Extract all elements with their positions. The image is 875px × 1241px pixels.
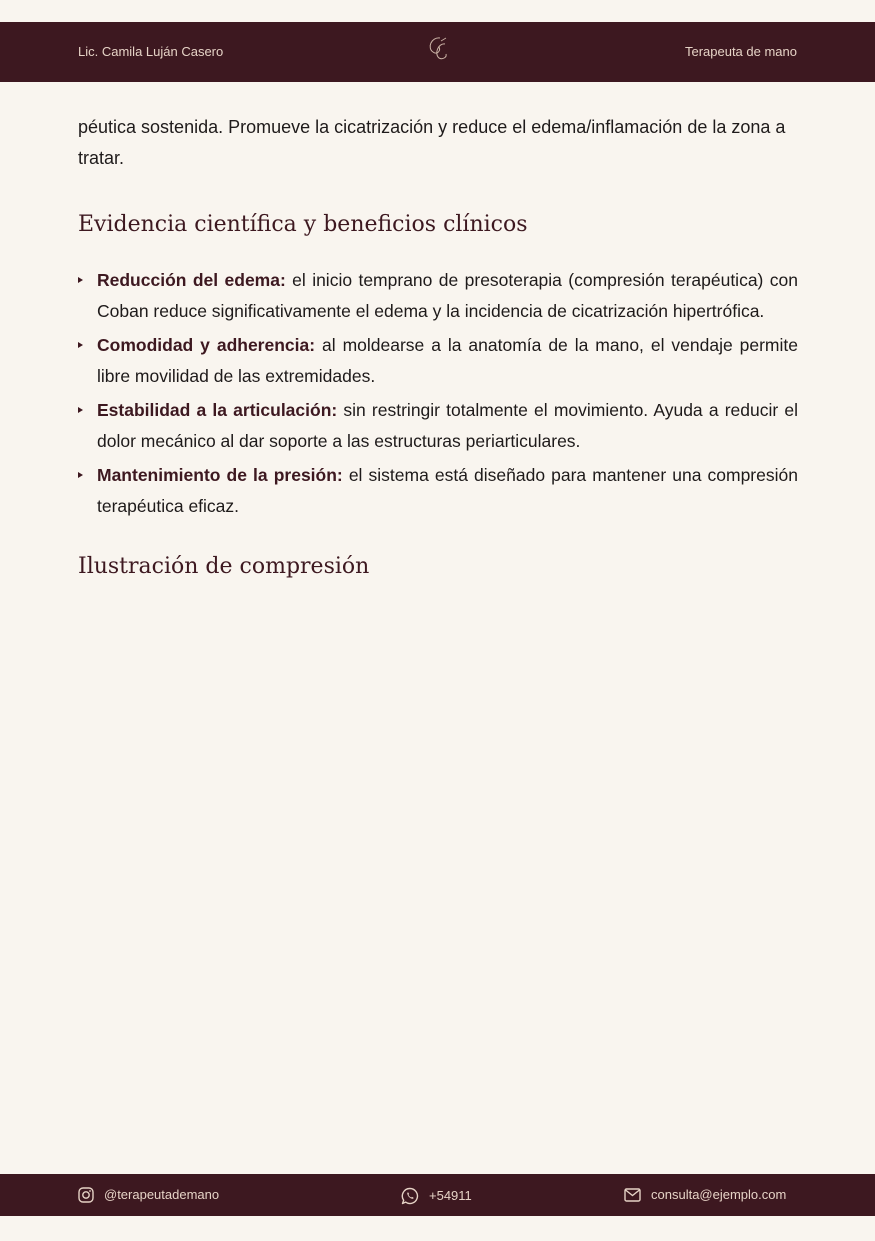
section-title-evidence: Evidencia científica y beneficios clínicos <box>78 212 528 237</box>
benefit-term: Estabilidad a la articulación: <box>97 400 338 420</box>
benefit-term: Mantenimiento de la presión: <box>97 465 343 485</box>
list-item <box>78 395 798 457</box>
triangle-bullet-icon <box>78 407 83 413</box>
instagram-contact[interactable] <box>78 1187 219 1203</box>
instagram-handle: @terapeutademano <box>104 1187 220 1202</box>
monogram-logo-icon <box>421 32 455 66</box>
list-item <box>78 330 798 392</box>
therapist-role: Terapeuta de mano <box>684 44 797 59</box>
whatsapp-number: +54911 <box>429 1188 472 1203</box>
list-item <box>78 460 798 522</box>
benefit-text: el sistema está diseñado para mantener una compresión terapéutica eficaz. <box>97 465 798 516</box>
instagram-icon <box>78 1187 94 1203</box>
therapist-name: Lic. Camila Luján Casero <box>78 44 224 59</box>
benefit-text: al moldearse a la anatomía de la mano, el vendaje permite libre movilidad de las extremidades. <box>97 335 798 386</box>
list-item <box>78 265 798 327</box>
triangle-bullet-icon <box>78 277 83 283</box>
email-address: consulta@ejemplo.com <box>651 1187 787 1202</box>
whatsapp-icon <box>401 1187 419 1205</box>
benefit-text: el inicio temprano de presoterapia (compresión terapéutica) con Coban reduce significativamente el edema y la incidencia de cicatrización hipertrófica. <box>97 270 798 321</box>
benefit-term: Comodidad y adherencia: <box>97 335 316 355</box>
section-title-illustration: Ilustración de compresión <box>78 554 370 579</box>
benefit-term: Reducción del edema: <box>97 270 286 290</box>
page-footer <box>0 1174 875 1216</box>
benefits-list <box>78 265 798 522</box>
page-content <box>78 112 798 582</box>
triangle-bullet-icon <box>78 472 83 478</box>
whatsapp-contact[interactable] <box>401 1187 472 1205</box>
mail-icon <box>624 1188 641 1202</box>
email-contact[interactable] <box>624 1187 786 1203</box>
page-header <box>0 22 875 82</box>
benefit-text: sin restringir totalmente el movimiento. Ayuda a reducir el dolor mecánico al dar soporte a las estructuras periarticulares. <box>97 400 798 451</box>
triangle-bullet-icon <box>78 342 83 348</box>
intro-paragraph: péutica sostenida. Promueve la cicatrización y reduce el edema/inflamación de la zona a tratar. <box>78 117 786 168</box>
